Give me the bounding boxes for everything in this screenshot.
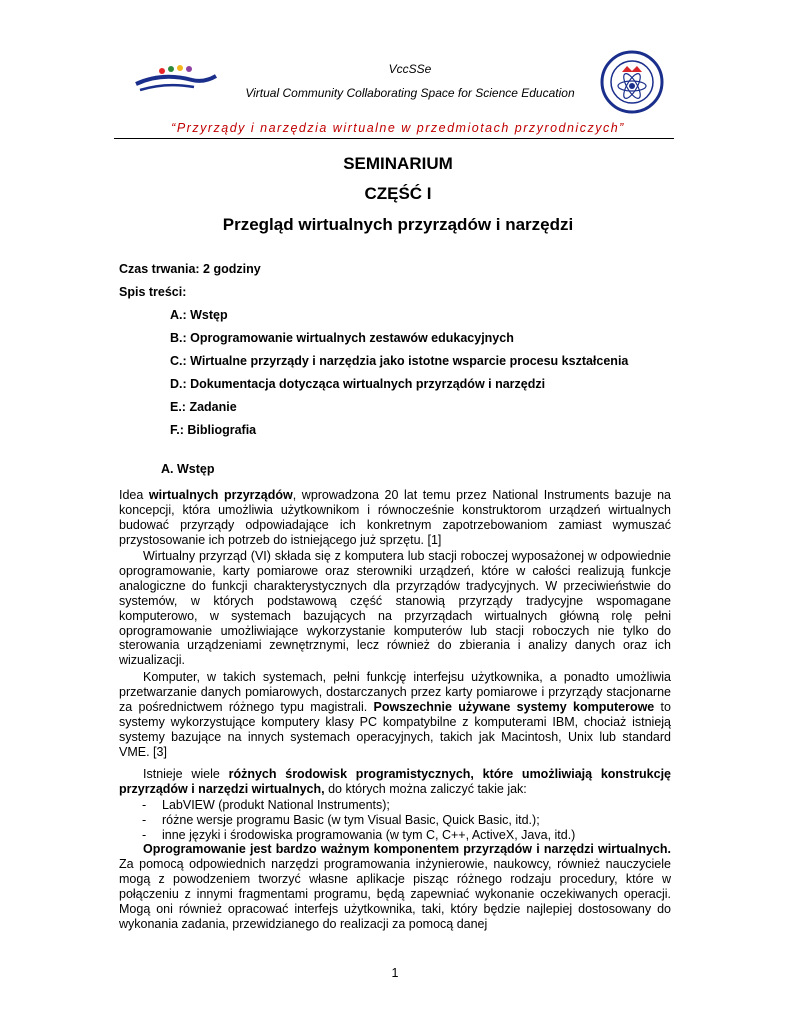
section-heading: A. Wstęp xyxy=(161,462,215,476)
list-item: - różne wersje programu Basic (w tym Visual Basic, Quick Basic, itd.); xyxy=(142,813,575,828)
toc-item: A.: Wstęp xyxy=(170,308,228,322)
paragraph: Istnieje wiele różnych środowisk programistycznych, które umożliwiają konstrukcję przyrządów i narzędzi wirtualnych, do których można zaliczyć takie jak: xyxy=(119,767,671,796)
list-item: - inne języki i środowiska programowania (w tym C, C++, ActiveX, Java, itd.) xyxy=(142,828,575,843)
document-part: CZĘŚĆ I xyxy=(364,184,432,203)
header-title: VccSSe xyxy=(388,62,432,76)
page-number: 1 xyxy=(391,966,399,980)
header-subtitle: Virtual Community Collaborating Space for Science Education xyxy=(245,86,575,100)
community-seal-icon xyxy=(600,50,664,114)
toc-item: E.: Zadanie xyxy=(170,400,237,414)
list-item: - LabVIEW (produkt National Instruments); xyxy=(142,798,575,813)
paragraph: Wirtualny przyrząd (VI) składa się z komputera lub stacji roboczej wyposażonej w odpowiednie oprogramowanie, karty pomiarowe oraz sterowniki urządzeń, które w całości realizują funkcje analogiczne do funkcji charakterystycznych dla przyrządów tradycyjnych. W przeciwieństwie do systemów, w których podstawową część stanowią przyrządy tradycyjne wspomagane komputerowo, w systemach bazujących na przyrządach wirtualnych główną rolę pełni oprogramowanie umożliwiające wykorzystanie komputerów lub stacji roboczych nie tylko do sterowania urządzeniami zewnętrznymi, lecz również do zbierania i analizy danych oraz ich wizualizacji. xyxy=(119,549,671,668)
toc-label: Spis treści: xyxy=(119,285,187,299)
toc-item: C.: Wirtualne przyrządy i narzędzia jako istotne wsparcie procesu kształcenia xyxy=(170,354,629,368)
toc-item: B.: Oprogramowanie wirtualnych zestawów edukacyjnych xyxy=(170,331,514,345)
toc-item: F.: Bibliografia xyxy=(170,423,257,437)
document-title: SEMINARIUM xyxy=(343,154,453,173)
paragraph: Komputer, w takich systemach, pełni funkcję interfejsu użytkownika, a ponadto umożliwia przetwarzanie danych pomiarowych, dostarczanych przez karty pomiarowe i przyrządy stacjonarne za pośrednictwem różnego typu magistrali. Powszechnie używane systemy komputerowe to systemy wykorzystujące komputery klasy PC kompatybilne z komputerami IBM, chociaż istnieją systemy bazujące na innych systemach operacyjnych, takich jak Macintosh, Unix lub standard VME. [3] xyxy=(119,670,671,759)
paragraph: Idea wirtualnych przyrządów, wprowadzona 20 lat temu przez National Instruments bazuje na koncepcji, która umożliwia użytkownikom i równocześnie konstruktorom urządzeń wirtualnych budować przyrządy odpowiadające ich konkretnym zapotrzebowaniom zamiast wymuszać przystosowanie ich potrzeb do istniejącego już sprzętu. [1] xyxy=(119,488,671,547)
environment-list xyxy=(142,798,575,843)
paragraph: Oprogramowanie jest bardzo ważnym komponentem przyrządów i narzędzi wirtualnych. Za pomocą odpowiednich narzędzi programowania inżynierowie, naukowcy, również nauczyciele mogą z powodzeniem tworzyć własne aplikacje pisząc różnego rodzaju procedury, które w połączeniu z innymi fragmentami programu, będą zapewniać wykonanie oczekiwanych operacji. Mogą oni również opracować interfejs użytkownika, taki, który będzie najlepiej dostosowany do wykonania zadania, przewidzianego do realizacji za pomocą danej xyxy=(119,842,671,931)
toc-item: D.: Dokumentacja dotycząca wirtualnych przyrządów i narzędzi xyxy=(170,377,546,391)
duration-text: Czas trwania: 2 godziny xyxy=(119,262,261,276)
document-subtitle: Przegląd wirtualnych przyrządów i narzędzi xyxy=(222,215,574,234)
header-divider xyxy=(114,138,674,139)
header-quote: “Przyrządy i narzędzia wirtualne w przedmiotach przyrodniczych” xyxy=(171,121,625,135)
